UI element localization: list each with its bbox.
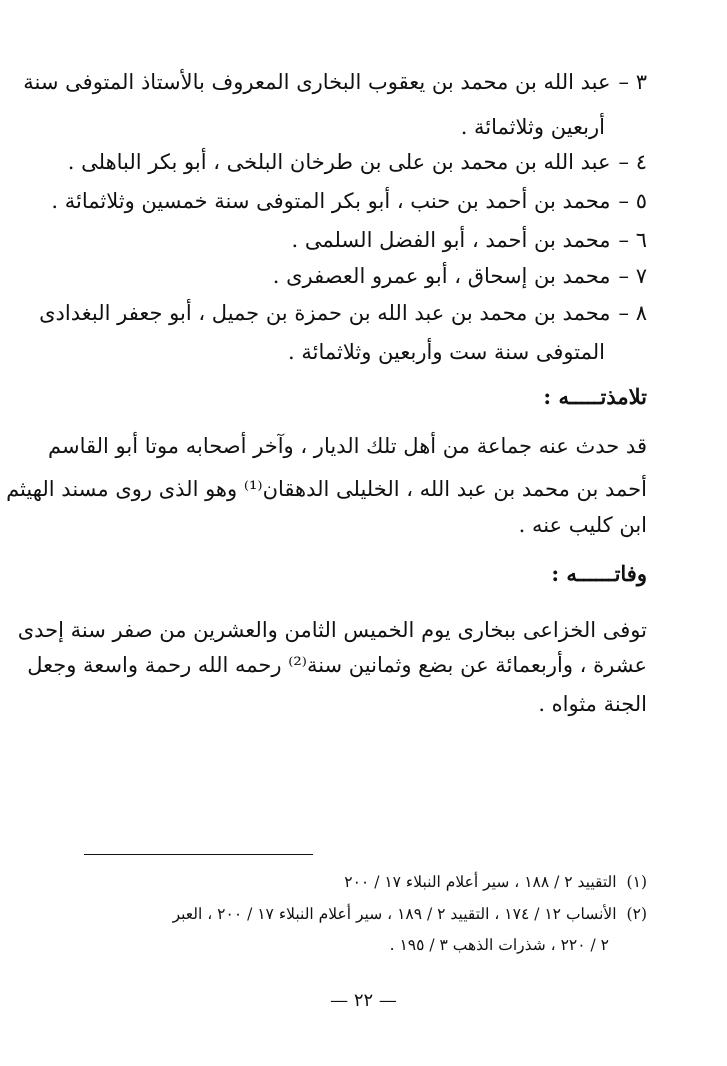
footnote-number: (١) (626, 873, 647, 891)
footnote-number: (٢) (626, 905, 647, 923)
paragraph-line: أحمد بن محمد بن عبد الله ، الخليلى الدهقان⁽¹⁾ وهو الذى روى مسند الهيثم (6, 477, 647, 501)
footnote-text: التقييد ٢ / ١٨٨ ، سير أعلام النبلاء ١٧ / ٢٠٠ (344, 873, 617, 891)
paragraph-line: ابن كليب عنه . (518, 513, 647, 537)
list-item-text: محمد بن أحمد بن حنب ، أبو بكر المتوفى سنة خمسين وثلاثمائة . (51, 189, 611, 213)
list-item-text: عبد الله بن محمد بن على بن طرخان البلخى ، أبو بكر الباهلى . (67, 150, 611, 174)
death-heading: وفاتــــــه : (551, 561, 647, 586)
paragraph-line: توفى الخزاعى ببخارى يوم الخميس الثامن والعشرين من صفر سنة إحدى (17, 618, 647, 642)
list-item-text: عبد الله بن محمد بن يعقوب البخارى المعروف بالأستاذ المتوفى سنة (23, 70, 611, 94)
list-item-text: المتوفى سنة ست وأربعين وثلاثمائة . (288, 340, 605, 364)
list-number: ٦ – (618, 228, 647, 252)
list-number: ٨ – (618, 301, 647, 325)
paragraph-line: عشرة ، وأربعمائة عن بضع وثمانين سنة⁽²⁾ رحمه الله رحمة واسعة وجعل (27, 653, 647, 677)
list-item-text: محمد بن إسحاق ، أبو عمرو العصفرى . (272, 264, 611, 288)
footnote-text: الأنساب ١٢ / ١٧٤ ، التقييد ٢ / ١٨٩ ، سير أعلام النبلاء ١٧ / ٢٠٠ ، العبر (172, 905, 617, 923)
list-number: ٣ – (618, 70, 647, 94)
paragraph-line: الجنة مثواه . (538, 692, 647, 716)
paragraph-line: قد حدث عنه جماعة من أهل تلك الديار ، وآخر أصحابه موتا أبو القاسم (48, 434, 647, 458)
list-item-text: محمد بن أحمد ، أبو الفضل السلمى . (291, 228, 611, 252)
footnote-text: ٢ / ٢٢٠ ، شذرات الذهب ٣ / ١٩٥ . (389, 936, 609, 954)
list-number: ٧ – (618, 264, 647, 288)
page-number: — ٢٢ — (330, 990, 397, 1011)
list-item-text: أربعين وثلاثمائة . (460, 115, 605, 139)
students-heading: تلامذتـــــه : (543, 384, 647, 409)
footnote-divider (84, 854, 313, 855)
list-item-text: محمد بن محمد بن عبد الله بن حمزة بن جميل ، أبو جعفر البغدادى (39, 301, 611, 325)
list-number: ٥ – (618, 189, 647, 213)
list-number: ٤ – (618, 150, 647, 174)
